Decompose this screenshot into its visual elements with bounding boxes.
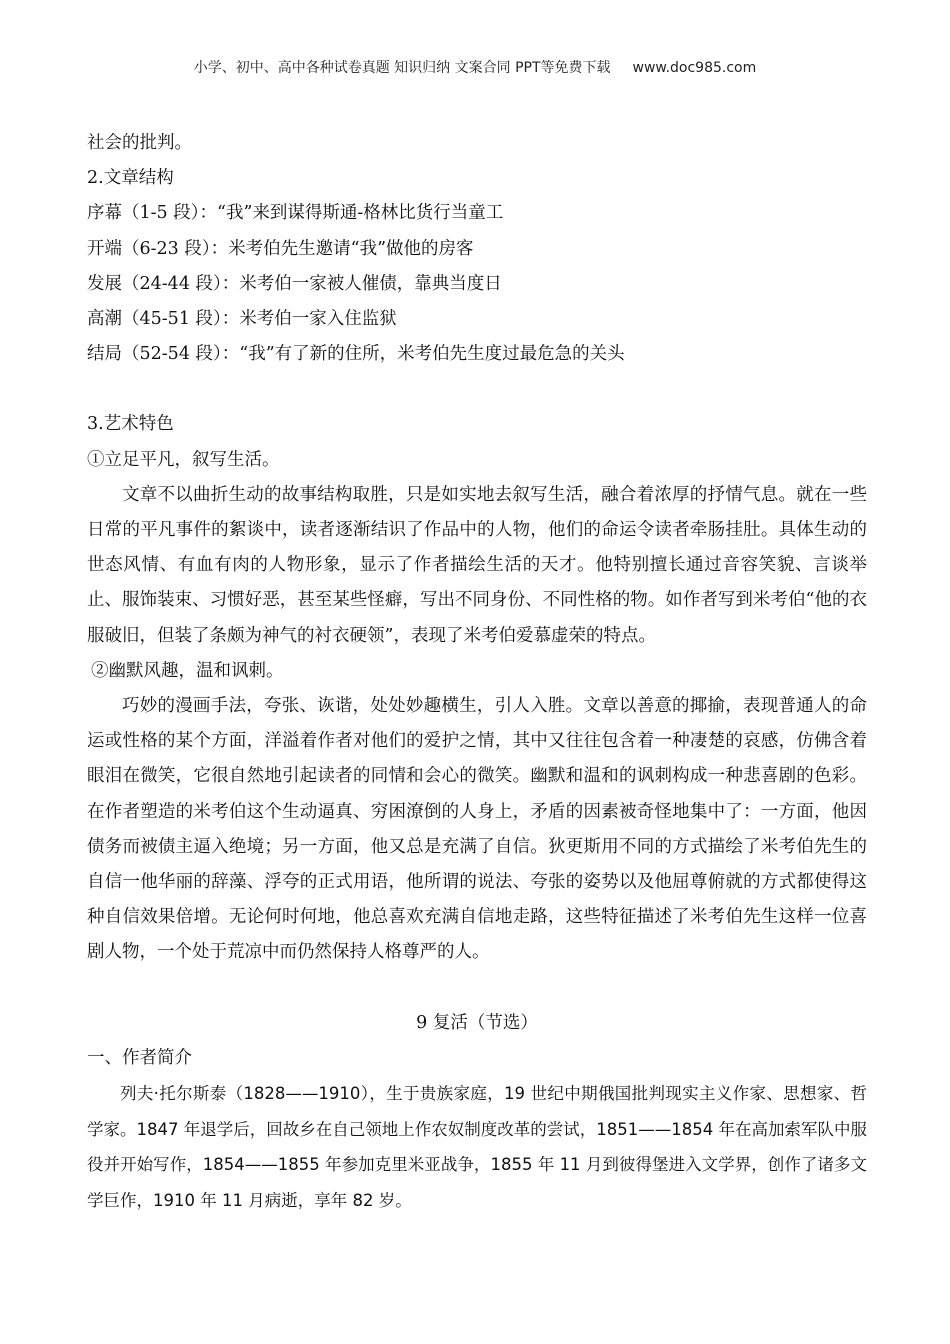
section-title: 9 复活（节选） [416, 1012, 538, 1033]
structure-item: 高潮（45-51 段）：米考伯一家入住监狱 [87, 309, 397, 330]
document-body [87, 126, 867, 1218]
author-paragraph: 列夫·托尔斯泰（1828——1910），生于贵族家庭，19 世纪中期俄国批判现实主义作家、思想家、哲学家。1847 年退学后，回故乡在自己领地上作农奴制度改革的尝试，1851——1854 年在高加索军队中服役并开始写作，1854——1855 年参加克里米亚战争，1855 年 11 月到彼得堡进入文学界，创作了诸多文学巨作，1910 年 11 月病逝，享年 82 岁。 [87, 1084, 867, 1210]
spacer [87, 372, 867, 407]
art-point-1: ①立足平凡，叙写生活。 [87, 449, 280, 470]
continuation-line: 社会的批判。 [87, 133, 192, 153]
art-point-2: ②幽默风趣，温和讽刺。 [91, 660, 284, 681]
structure-heading: 2.文章结构 [87, 168, 174, 189]
art-paragraph-1: 文章不以曲折生动的故事结构取胜，只是如实地去叙写生活，融合着浓厚的抒情气息。就在一些日常的平凡事件的絮谈中，读者逐渐结识了作品中的人物，他们的命运令读者牵肠挂肚。具体生动的世态风情、有血有肉的人物形象，显示了作者描绘生活的天才。他特别擅长通过音容笑貌、言谈举止、服饰装束、习惯好恶，甚至某些怪癖，写出不同身份、不同性格的物。如作者写到米考伯“他的衣服破旧，但装了条颇为神气的衬衣硬领”，表现了米考伯爱慕虚荣的特点。 [87, 484, 867, 646]
header-text: 小学、初中、高中各种试卷真题 知识归纳 文案合同 PPT等免费下载 [193, 60, 611, 76]
art-heading: 3.艺术特色 [87, 414, 174, 435]
structure-item: 开端（6-23 段）：米考伯先生邀请“我”做他的房客 [87, 238, 474, 259]
header-site-link[interactable]: www.doc985.com [632, 60, 757, 76]
structure-item: 结局（52-54 段）：“我”有了新的住所，米考伯先生度过最危急的关头 [87, 344, 625, 365]
structure-item: 序幕（1-5 段）：“我”来到谋得斯通-格林比货行当童工 [87, 203, 504, 224]
spacer [87, 971, 867, 1006]
page-header [0, 57, 950, 77]
art-paragraph-2: 巧妙的漫画手法，夸张、诙谐，处处妙趣横生，引人入胜。文章以善意的揶揄，表现普通人的命运或性格的某个方面，洋溢着作者对他们的爱护之情，其中又往往包含着一种凄楚的哀感，仿佛含着眼泪在微笑，它很自然地引起读者的同情和会心的微笑。幽默和温和的讽刺构成一种悲喜剧的色彩。在作者塑造的米考伯这个生动逼真、穷困潦倒的人身上，矛盾的因素被奇怪地集中了：一方面，他因债务而被债主逼入绝境；另一方面，他又总是充满了自信。狄更斯用不同的方式描绘了米考伯先生的自信一他华丽的辞藻、浮夸的正式用语，他所谓的说法、夸张的姿势以及他屈尊俯就的方式都使得这种自信效果倍增。无论何时何地，他总喜欢充满自信地走路，这些特征描述了米考伯先生这样一位喜剧人物，一个处于荒凉中而仍然保持人格尊严的人。 [87, 696, 867, 963]
structure-item: 发展（24-44 段）：米考伯一家被人催债，靠典当度日 [87, 273, 502, 294]
author-heading: 一、作者简介 [87, 1047, 192, 1068]
